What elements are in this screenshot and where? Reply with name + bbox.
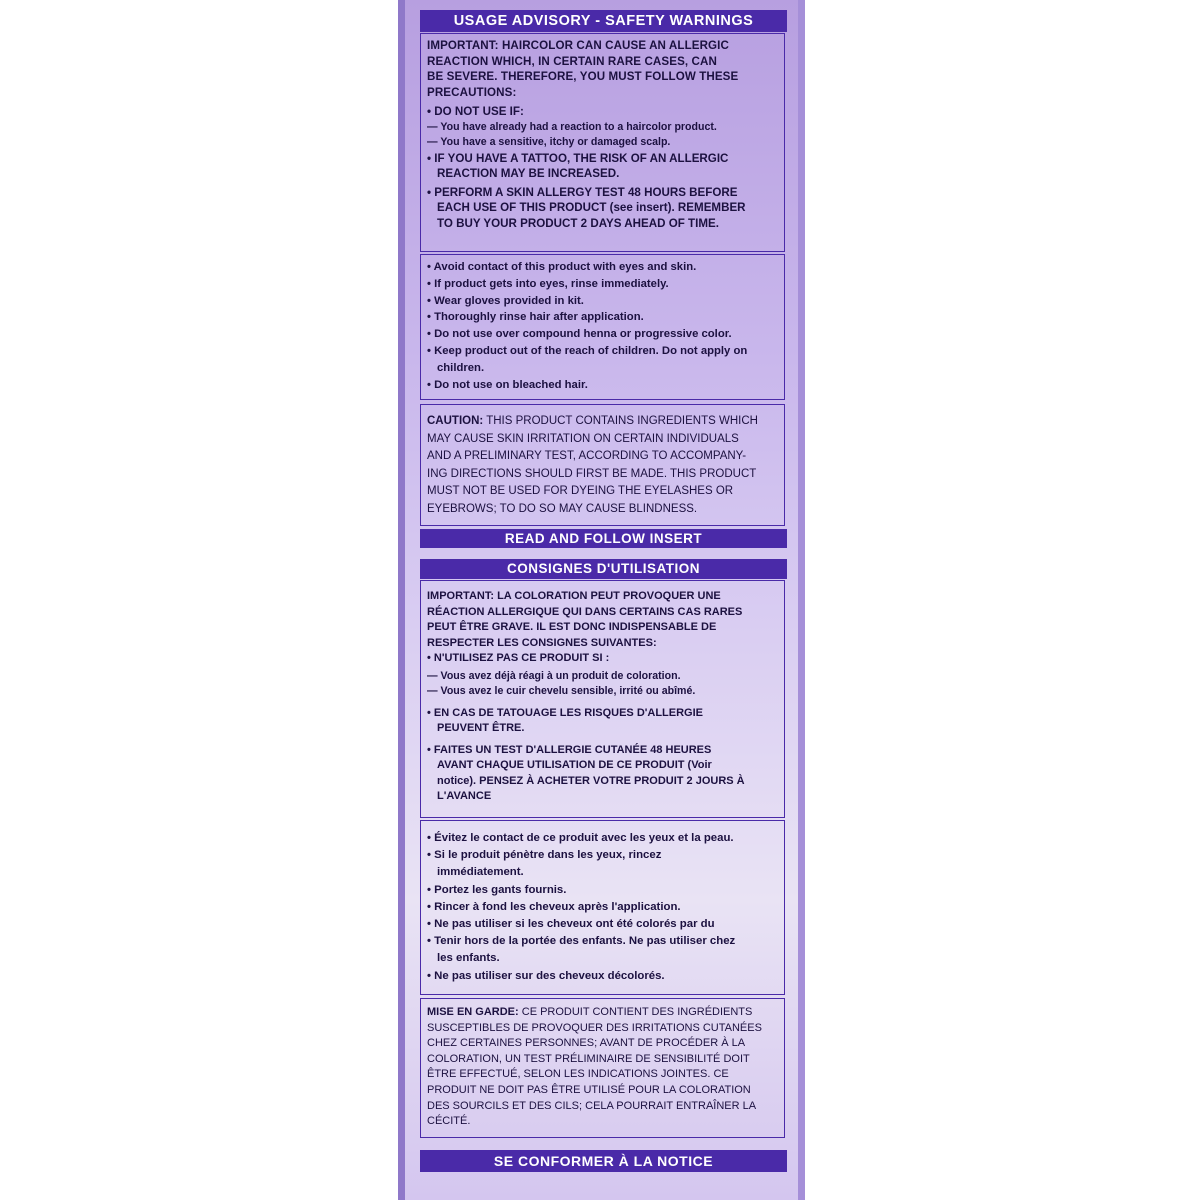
- en-important-line: REACTION WHICH, IN CERTAIN RARE CASES, CAN: [427, 54, 717, 68]
- fr-skin-test-line: AVANT CHAQUE UTILISATION DE CE PRODUIT (Voir: [437, 759, 712, 771]
- fr-precaution-item: • Portez les gants fournis.: [427, 883, 567, 896]
- en-caution-line: AND A PRELIMINARY TEST, ACCORDING TO ACCOMPANY-: [427, 450, 747, 462]
- en-important-line: PRECAUTIONS:: [427, 85, 517, 99]
- fr-important-line: IMPORTANT: LA COLORATION PEUT PROVOQUER UNE: [427, 590, 721, 602]
- en-caution-line: MUST NOT BE USED FOR DYEING THE EYELASHES OR: [427, 485, 734, 497]
- en-skin-test-line: TO BUY YOUR PRODUCT 2 DAYS AHEAD OF TIME.: [437, 216, 719, 230]
- en-skin-test-line: EACH USE OF THIS PRODUCT (see insert). REMEMBER: [437, 201, 746, 214]
- en-precaution-item: • Avoid contact of this product with eyes and skin.: [427, 261, 697, 273]
- en-precaution-item: • Thoroughly rinse hair after application.: [427, 311, 644, 324]
- fr-skin-test-line: notice). PENSEZ À ACHETER VOTRE PRODUIT 2 JOURS À: [437, 774, 745, 787]
- fr-precautions-panel: [420, 820, 785, 995]
- fr-precaution-item: • Tenir hors de la portée des enfants. Ne pas utiliser chez: [427, 935, 736, 948]
- fr-caution-line: CÉCITÉ.: [427, 1115, 471, 1128]
- en-tattoo-line: • IF YOU HAVE A TATTOO, THE RISK OF AN ALLERGIC: [427, 151, 729, 165]
- en-precautions-panel: [420, 254, 785, 400]
- fr-precaution-item: • Ne pas utiliser sur des cheveux décolorés.: [427, 969, 665, 982]
- fr-do-not-use: • N'UTILISEZ PAS CE PRODUIT SI :: [427, 652, 610, 664]
- en-caution-line: THIS PRODUCT CONTAINS INGREDIENTS WHICH: [483, 415, 758, 427]
- en-important-line: BE SEVERE. THEREFORE, YOU MUST FOLLOW THESE: [427, 70, 739, 83]
- consignes-header: CONSIGNES D'UTILISATION: [420, 559, 787, 579]
- en-important-panel: [420, 33, 785, 252]
- en-caution-label: CAUTION:: [427, 415, 484, 427]
- en-do-not-use: • DO NOT USE IF:: [427, 105, 524, 118]
- en-caution-line: EYEBROWS; TO DO SO MAY CAUSE BLINDNESS.: [427, 502, 698, 515]
- en-caution-panel: [420, 404, 785, 526]
- en-do-not-use-item: — You have already had a reaction to a haircolor product.: [427, 120, 717, 133]
- fr-precaution-item: • Ne pas utiliser si les cheveux ont été colorés par du: [427, 918, 715, 931]
- se-conformer-band: SE CONFORMER À LA NOTICE: [420, 1150, 787, 1172]
- fr-skin-test-line: • FAITES UN TEST D'ALLERGIE CUTANÉE 48 HEURES: [427, 743, 712, 756]
- fr-caution-line: CE PRODUIT CONTIENT DES INGRÉDIENTS: [518, 1006, 753, 1018]
- fr-caution-line: DES SOURCILS ET DES CILS; CELA POURRAIT ENTRAÎNER LA: [427, 1099, 757, 1112]
- fr-caution-line: SUSCEPTIBLES DE PROVOQUER DES IRRITATIONS CUTANÉES: [427, 1021, 762, 1034]
- package-left-edge: [398, 0, 405, 1200]
- fr-important-line: PEUT ÊTRE GRAVE. IL EST DONC INDISPENSABLE DE: [427, 621, 717, 633]
- en-precaution-item: • Do not use over compound henna or progressive color.: [427, 328, 732, 341]
- fr-skin-test-line: L'AVANCE: [437, 790, 492, 802]
- fr-tattoo-line: PEUVENT ÊTRE.: [437, 722, 525, 734]
- en-important-line: IMPORTANT: HAIRCOLOR CAN CAUSE AN ALLERGIC: [427, 39, 729, 52]
- fr-caution-label: MISE EN GARDE:: [427, 1006, 519, 1018]
- read-follow-insert-band: READ AND FOLLOW INSERT: [420, 529, 787, 548]
- en-precaution-item: • Wear gloves provided in kit.: [427, 294, 584, 307]
- en-caution-line: MAY CAUSE SKIN IRRITATION ON CERTAIN INDIVIDUALS: [427, 432, 739, 445]
- en-precaution-item: • Keep product out of the reach of children. Do not apply on: [427, 344, 748, 357]
- fr-caution-line: CHEZ CERTAINES PERSONNES; AVANT DE PROCÉDER À LA: [427, 1037, 746, 1050]
- en-skin-test-line: • PERFORM A SKIN ALLERGY TEST 48 HOURS BEFORE: [427, 185, 738, 199]
- fr-tattoo-line: • EN CAS DE TATOUAGE LES RISQUES D'ALLERGIE: [427, 706, 703, 719]
- en-precaution-item: • If product gets into eyes, rinse immediately.: [427, 277, 669, 290]
- fr-caution-line: COLORATION, UN TEST PRÉLIMINAIRE DE SENSIBILITÉ DOIT: [427, 1052, 750, 1065]
- fr-caution-panel: [420, 998, 785, 1138]
- fr-precaution-item: • Évitez le contact de ce produit avec les yeux et la peau.: [427, 832, 734, 844]
- fr-do-not-use-item: — Vous avez déjà réagi à un produit de coloration.: [427, 669, 681, 682]
- fr-important-line: RÉACTION ALLERGIQUE QUI DANS CERTAINS CAS RARES: [427, 605, 743, 618]
- en-do-not-use-item: — You have a sensitive, itchy or damaged scalp.: [427, 136, 671, 148]
- fr-precaution-item: • Rincer à fond les cheveux après l'application.: [427, 900, 681, 913]
- en-precaution-item: • Do not use on bleached hair.: [427, 378, 588, 391]
- fr-caution-line: PRODUIT NE DOIT PAS ÊTRE UTILISÉ POUR LA COLORATION: [427, 1083, 751, 1096]
- en-precaution-item: children.: [437, 361, 485, 374]
- package-right-edge: [798, 0, 805, 1200]
- en-tattoo-line: REACTION MAY BE INCREASED.: [437, 167, 620, 180]
- fr-precaution-item: • Si le produit pénètre dans les yeux, rincez: [427, 849, 662, 862]
- fr-precaution-item: les enfants.: [437, 952, 500, 965]
- fr-caution-line: ÊTRE EFFECTUÉ, SELON LES INDICATIONS JOINTES. CE: [427, 1068, 729, 1081]
- en-caution-line: ING DIRECTIONS SHOULD FIRST BE MADE. THIS PRODUCT: [427, 467, 757, 480]
- usage-advisory-header: USAGE ADVISORY - SAFETY WARNINGS: [420, 10, 787, 32]
- fr-important-line: RESPECTER LES CONSIGNES SUIVANTES:: [427, 636, 657, 649]
- fr-do-not-use-item: — Vous avez le cuir chevelu sensible, irrité ou abîmé.: [427, 685, 696, 697]
- fr-precaution-item: immédiatement.: [437, 866, 524, 879]
- fr-important-panel: [420, 580, 785, 818]
